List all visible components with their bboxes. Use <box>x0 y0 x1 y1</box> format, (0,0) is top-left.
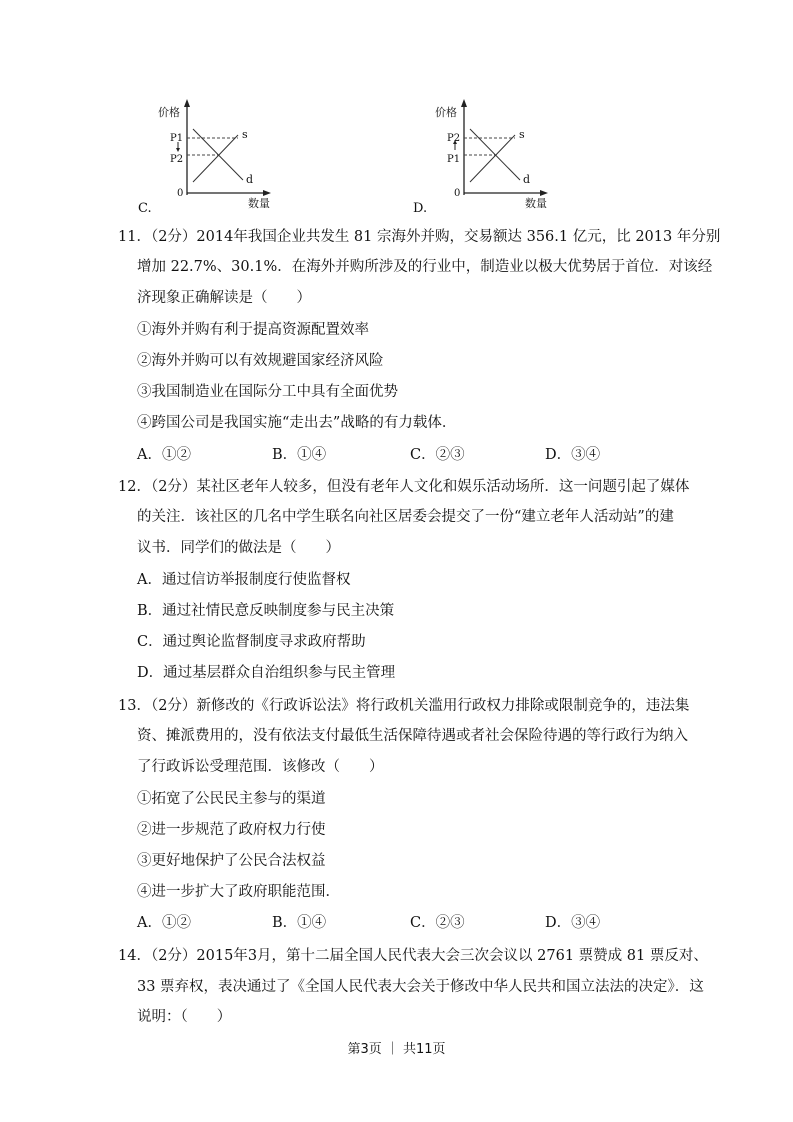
option-d: D．③④ <box>545 915 601 931</box>
option-b: B．①④ <box>272 447 327 463</box>
statement-item: ②海外并购可以有效规避国家经济风险 <box>137 353 384 369</box>
option-a: A．①② <box>137 447 191 463</box>
option-b: B．①④ <box>272 915 327 931</box>
option-c: C．②③ <box>410 447 465 463</box>
question-13-line: 了行政诉讼受理范围．该修改（ ） <box>137 759 384 775</box>
demand-curve <box>193 129 243 180</box>
lower-price-label: P2 <box>170 154 184 165</box>
option-b: B．通过社情民意反映制度参与民主决策 <box>137 603 395 619</box>
demand-curve <box>470 129 520 180</box>
question-14-line: 说明：（ ） <box>137 1009 232 1025</box>
option-a: A．①② <box>137 915 191 931</box>
supply-curve <box>470 135 515 182</box>
y-axis-arrow <box>184 99 190 107</box>
supply-label: s <box>519 128 525 141</box>
option-a: A．通过信访举报制度行使监督权 <box>137 572 351 588</box>
chart-option-d <box>407 95 557 220</box>
x-axis-arrow <box>540 190 548 196</box>
question-13-line: 资、摊派费用的，没有依法支付最低生活保障待遇或者社会保险待遇的等行政行为纳入 <box>137 728 688 744</box>
statement-item: ①海外并购有利于提高资源配置效率 <box>137 322 369 338</box>
statement-item: ①拓宽了公民民主参与的渠道 <box>137 791 326 807</box>
statement-item: ③我国制造业在国际分工中具有全面优势 <box>137 384 398 400</box>
origin-label: 0 <box>454 188 461 199</box>
question-14-line: 33 票弃权，表决通过了《全国人民代表大会关于修改中华人民共和国立法法的决定》．这 <box>137 979 704 995</box>
x-axis-label: 数量 <box>248 197 270 210</box>
question-12-line: 议书．同学们的做法是（ ） <box>137 540 340 556</box>
arrow-head-down <box>176 148 180 152</box>
question-14-line: 14．（2分）2015年3月，第十二届全国人民代表大会三次会议以 2761 票赞成 81 票反对、 <box>118 948 708 964</box>
lower-price-label: P1 <box>447 154 461 165</box>
question-12-line: 12．（2分）某社区老年人较多，但没有老年人文化和娱乐活动场所．这一问题引起了媒体 <box>118 479 690 495</box>
demand-label: d <box>246 173 254 186</box>
x-axis-label: 数量 <box>525 197 547 210</box>
y-axis-arrow <box>461 99 467 107</box>
option-c: C．②③ <box>410 915 465 931</box>
page-footer: 第3页 ｜ 共11页 <box>347 1042 446 1057</box>
statement-item: ②进一步规范了政府权力行使 <box>137 822 326 838</box>
y-axis-label: 价格 <box>435 106 457 119</box>
y-axis-label: 价格 <box>158 106 180 119</box>
origin-label: 0 <box>177 188 184 199</box>
statement-item: ④进一步扩大了政府职能范围． <box>137 884 340 900</box>
upper-price-label: P2 <box>447 133 461 144</box>
chart-option-c <box>130 95 280 220</box>
question-11-line: 增加 22.7%、30.1%．在海外并购所涉及的行业中，制造业以极大优势居于首位．对该经 <box>137 259 713 275</box>
demand-label: d <box>523 173 531 186</box>
upper-price-label: P1 <box>170 133 184 144</box>
statement-item: ④跨国公司是我国实施“走出去”战略的有力载体． <box>137 415 457 431</box>
option-c: C．通过舆论监督制度寻求政府帮助 <box>137 634 366 650</box>
question-11-line: 济现象正确解读是（ ） <box>137 290 311 306</box>
question-11-line: 11．（2分）2014年我国企业共发生 81 宗海外并购，交易额达 356.1 亿元，比 2013 年分别 <box>118 229 721 245</box>
question-12-line: 的关注．该社区的几名中学生联名向社区居委会提交了一份“建立老年人活动站”的建 <box>137 509 674 525</box>
statement-item: ③更好地保护了公民合法权益 <box>137 853 326 869</box>
supply-curve <box>193 135 238 182</box>
option-d: D．通过基层群众自治组织参与民主管理 <box>137 665 396 681</box>
question-13-line: 13．（2分）新修改的《行政诉讼法》将行政机关滥用行政权力排除或限制竞争的，违法集 <box>118 698 690 714</box>
option-label: D. <box>413 201 428 216</box>
option-label: C. <box>138 201 152 216</box>
x-axis-arrow <box>263 190 271 196</box>
option-d: D．③④ <box>545 447 601 463</box>
supply-label: s <box>242 128 248 141</box>
